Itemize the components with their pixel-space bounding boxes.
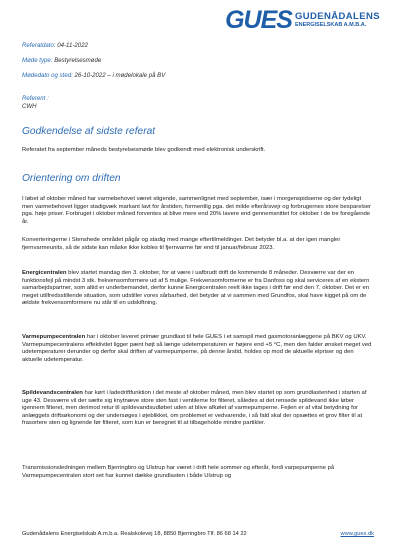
meta-place (22, 72, 165, 80)
transmission-paragraph: Transmissionsledningen mellem Bjerringbro og Ulstrup har været i drift hele sommer og efterår, fordi varpepumperne på Varmepumpecentralen stort set har kunnet dække grundlasten i både Ulstrup og (22, 465, 335, 479)
heat-pump-paragraph (22, 334, 374, 364)
meta-referent-value: CWH (22, 103, 37, 110)
meta-date-label: Referatdato: (22, 42, 56, 49)
footer-address: Gudenådalens Energiselskab A.m.b.a. Realskolevej 18, 8850 Bjerringbro Tlf. 86 68 14 22 (22, 531, 247, 537)
meta-type-value: Bestyrelsesmøde (54, 57, 102, 64)
logo-line-2: ENERGISELSKAB A.M.B.A. (294, 22, 367, 28)
company-logo (225, 6, 380, 35)
meta-referent-label: Referent : (22, 95, 49, 102)
operations-paragraph-2: Konverteringerne i Stenshede området pågår og stadig med mange eftertilmeldinger. Det betyder bl.a. at der igen mangler fjernvarmeunits, så de sidste kan måske ikke kobles til fjernvarme før end til januar/februar 2023. (22, 237, 341, 251)
logo-line-1: GUDENÅDALENS (294, 11, 380, 22)
wastewater-paragraph (22, 390, 374, 428)
meta-place-value: 26-10-2022 – i mødelokale på BV (74, 72, 166, 79)
wastewater-text: har kørt i ladedriftfunktion i det meste af oktober måned, men blev startet op som grundlastenhed i starten af uge 43. Desværre vil der sætte sig knytnæve store sten fast i ventilerne for filteret, således at det rensede spildevand ikke løber igennem filteret, men derimod retur til spildevandsudløbet uden at blive afkølet af varmepumperne. Fejlen er af vital betydning for anlæggets driftsøkonomi og der undersøges i øjeblikket, om problemet er vedvarende, i så fald skal der opsættes et grov filter til at frasortere sten og lignende før filteret, som kun er beregnet til at tilbageholde mindre partikler. (22, 390, 367, 427)
page-footer (22, 531, 374, 537)
footer-website-link[interactable]: www.gues.dk (340, 531, 374, 537)
wastewater-lead: Spildevandscentralen (22, 390, 83, 396)
section-heading-operations: Orientering om driften (22, 173, 121, 184)
operations-paragraph-1: I løbet af oktober måned har varmebehovet været stigende, sammenlignet med september, især i morgenspidserne og der tydeligt men varmebehovet ligger stadigvæk markant lavt for årstiden, formentlig pga. det milde efterårsvejr og forbrugernes store besparelser pga. høje priser. Forbruget i oktober måned forventes at blive mere end 20% lavere end gennemsnittet for oktober i de tre foregående år. (22, 196, 372, 225)
logo-wordmark: GUES (225, 6, 292, 34)
meta-referent (22, 95, 49, 111)
meta-place-label: Mødedato og sted: (22, 72, 73, 79)
section-heading-approval: Godkendelse af sidste referat (22, 126, 156, 137)
approval-paragraph: Referatet fra september måneds bestyrelsesmøde blev godkendt med elektronisk underskrift. (22, 147, 266, 153)
energy-central-text: blev startet mandag den 3. oktober, for at være i uafbrudt drift de kommende 8 måneder. Desværre var der en funktionsfejl på mindst 3 stk. frekvensomformere ud af 5 mulige. Frekvensomformerne er fra Danfoss og skal serviceres af en ekstern samarbejdspartner, som altid er underbemandet, derfor kunne Energicentralen reelt ikke tages i drift før end den 7. oktober. Det er en meget utilfredsstillende situation, som udstiller vores sårbarhed, det betyder at vi sammen med Grundfos, skal have kigget på om de ældste frekvensomformere nu står til en udskiftning. (22, 270, 370, 307)
meta-date (22, 42, 88, 50)
heat-pump-lead: Varmepumpecentralen (22, 334, 86, 340)
meta-date-value: 04-11-2022 (57, 42, 88, 49)
meta-type (22, 57, 101, 65)
meta-type-label: Møde type: (22, 57, 53, 64)
energy-central-paragraph (22, 270, 374, 308)
logo-subtitle (295, 12, 380, 29)
heat-pump-text: har i oktober leveret primær grundlast til hele GUES i et samspil med gasmotoranlæggene på BKV og UKV. Varmepumpecentralens effektivitet ligger pænt højt så længe udetemperaturen er højere end +5 °C, men den falder ønsket meget ved udetemperaturer derunder og derfor skal driften af varmepumperne, på denne årstid, holdes op mod de aktuelle elpriser og den aktuelle udetemperatur. (22, 334, 372, 363)
energy-central-lead: Energicentralen (22, 270, 67, 276)
